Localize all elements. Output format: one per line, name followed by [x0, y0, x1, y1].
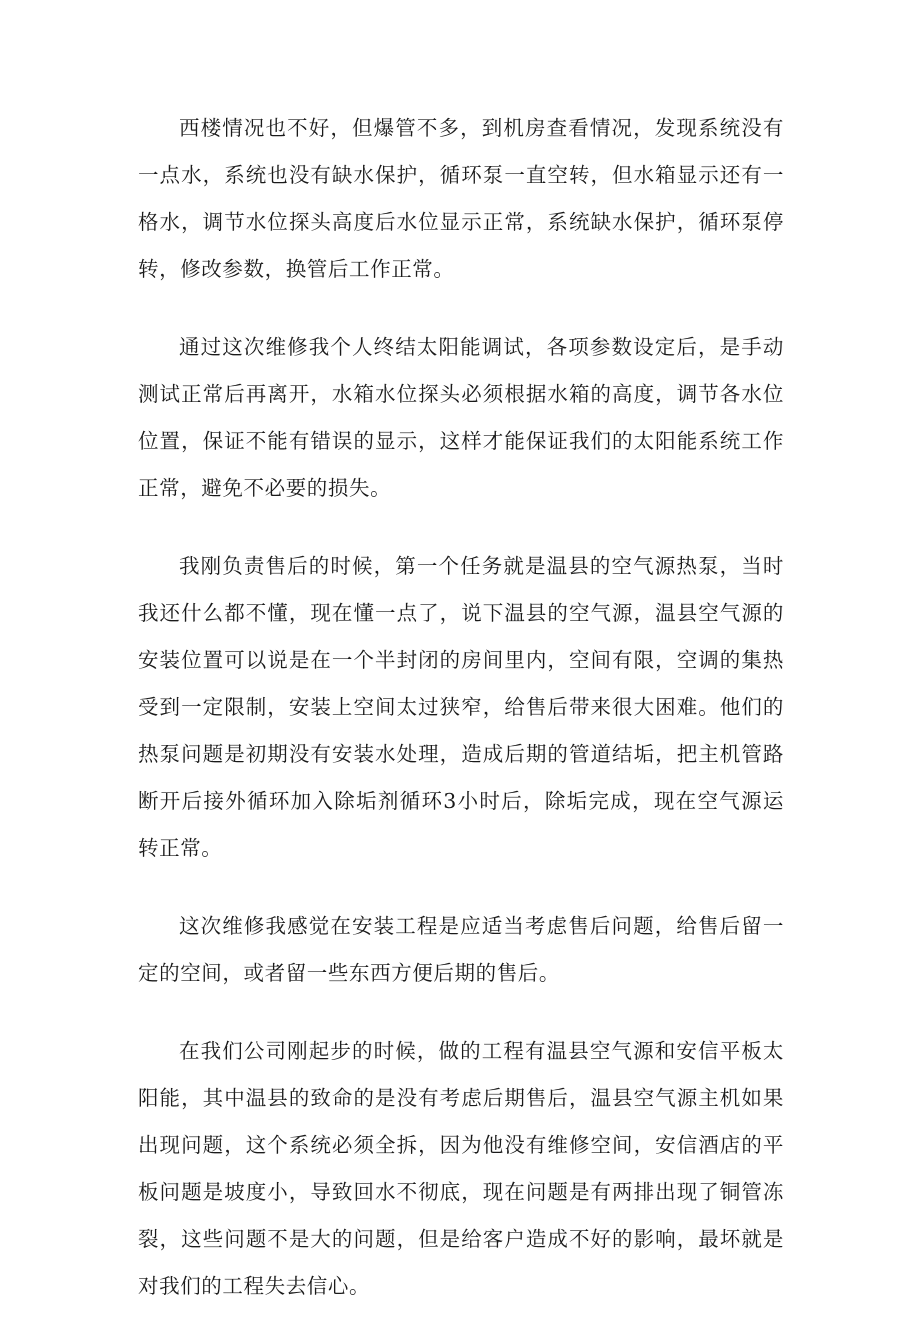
paragraph-installation-reflection: 这次维修我感觉在安装工程是应适当考虑售后问题，给售后留一定的空间，或者留一些东西方便后期的售后。 — [138, 914, 784, 985]
paragraph-west-building: 西楼情况也不好，但爆管不多，到机房查看情况，发现系统没有一点水，系统也没有缺水保护，循环泵一直空转，但水箱显示还有一格水，调节水位探头高度后水位显示正常，系统缺水保护，循环泵停转，修改参数，换管后工作正常。 — [138, 116, 784, 281]
paragraph-early-projects: 在我们公司刚起步的时候，做的工程有温县空气源和安信平板太阳能，其中温县的致命的是没有考虑后期售后，温县空气源主机如果出现问题，这个系统必须全拆，因为他没有维修空间，安信酒店的平板问题是坡度小，导致回水不彻底，现在问题是有两排出现了铜管冻裂，这些问题不是大的问题，但是给客户造成不好的影响，最坏就是对我们的工程失去信心。 — [138, 1039, 784, 1298]
document-body — [138, 105, 784, 1341]
paragraph-solar-debug-summary: 通过这次维修我个人终结太阳能调试，各项参数设定后，是手动测试正常后再离开，水箱水位探头必须根据水箱的高度，调节各水位位置，保证不能有错误的显示，这样才能保证我们的太阳能系统工作正常，避免不必要的损失。 — [138, 335, 784, 500]
paragraph-wenxian-heat-pump: 我刚负责售后的时候，第一个任务就是温县的空气源热泵，当时我还什么都不懂，现在懂一点了，说下温县的空气源，温县空气源的安装位置可以说是在一个半封闭的房间里内，空间有限，空调的集热受到一定限制，安装上空间太过狭窄，给售后带来很大困难。他们的热泵问题是初期没有安装水处理，造成后期的管道结垢，把主机管路断开后接外循环加入除垢剂循环3小时后，除垢完成，现在空气源运转正常。 — [138, 554, 784, 860]
